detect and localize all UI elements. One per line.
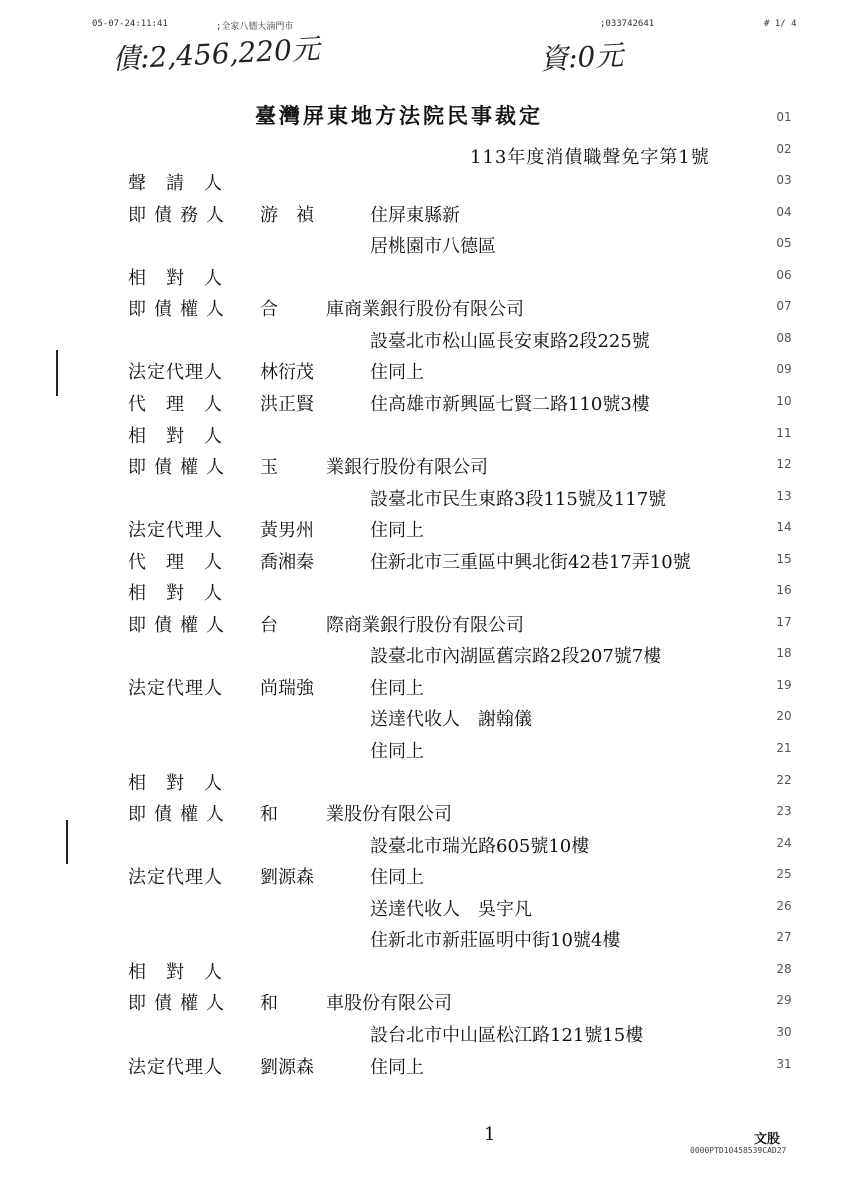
party-role: 即債權人: [128, 457, 232, 478]
party-name: 黃男州: [260, 520, 314, 541]
party-detail: 送達代收人 謝翰儀: [370, 709, 532, 730]
line-number: 16: [776, 583, 792, 597]
document-line: [0, 516, 848, 546]
handwritten-assets-note: 資:0元: [539, 38, 625, 76]
party-detail: 住新北市新莊區明中街10號4樓: [370, 930, 621, 951]
document-line: [0, 548, 848, 578]
document-line: [0, 611, 848, 641]
line-number: 29: [776, 993, 792, 1007]
line-number: 09: [776, 362, 792, 376]
document-line: [0, 295, 848, 325]
line-number: 15: [776, 552, 792, 566]
party-detail: 住同上: [370, 741, 424, 762]
party-detail: 設臺北市瑞光路605號10樓: [370, 836, 590, 857]
party-detail: 業銀行股份有限公司: [326, 457, 488, 478]
document-line: [0, 106, 848, 136]
document-line: [0, 169, 848, 199]
document-line: [0, 769, 848, 799]
party-detail: 住同上: [370, 520, 424, 541]
line-number: 22: [776, 773, 792, 787]
line-number: 23: [776, 804, 792, 818]
margin-mark: [56, 350, 58, 396]
party-name: 尚瑞強: [260, 678, 314, 699]
line-number: 12: [776, 457, 792, 471]
party-detail: 住同上: [370, 678, 424, 699]
document-line: [0, 264, 848, 294]
line-number: 28: [776, 962, 792, 976]
line-number: 26: [776, 899, 792, 913]
line-number: 10: [776, 394, 792, 408]
party-role: 法定代理人: [128, 867, 223, 888]
party-name: 洪正賢: [260, 394, 314, 415]
party-detail: 住高雄市新興區七賢二路110號3樓: [370, 394, 650, 415]
party-name: 台: [260, 615, 278, 636]
line-number: 05: [776, 236, 792, 250]
document-line: [0, 832, 848, 862]
case-number: 113年度消債職聲免字第1號: [470, 147, 710, 168]
document-line: [0, 358, 848, 388]
fax-sender: ;全家八德大湳門市: [216, 22, 294, 32]
party-role: 法定代理人: [128, 520, 223, 541]
party-detail: 庫商業銀行股份有限公司: [326, 299, 524, 320]
party-detail: 設臺北市松山區長安東路2段225號: [370, 331, 650, 352]
line-number: 30: [776, 1025, 792, 1039]
document-line: [0, 926, 848, 956]
document-line: [0, 327, 848, 357]
document-line: [0, 579, 848, 609]
page-number: 1: [484, 1124, 496, 1145]
party-role: 即債權人: [128, 804, 232, 825]
document-line: [0, 989, 848, 1019]
document-line: [0, 863, 848, 893]
line-number: 07: [776, 299, 792, 313]
document-line: [0, 422, 848, 452]
document-line: [0, 138, 848, 168]
party-role: 即債權人: [128, 615, 232, 636]
line-number: 17: [776, 615, 792, 629]
party-detail: 業股份有限公司: [326, 804, 452, 825]
line-number: 13: [776, 489, 792, 503]
margin-mark: [66, 820, 68, 864]
party-role: 相 對 人: [128, 268, 223, 289]
line-number: 27: [776, 930, 792, 944]
party-name: 和: [260, 804, 278, 825]
party-role: 法定代理人: [128, 678, 223, 699]
party-detail: 住同上: [370, 867, 424, 888]
document-line: [0, 737, 848, 767]
party-name: 劉源森: [260, 867, 314, 888]
line-number: 18: [776, 646, 792, 660]
party-detail: 設台北市中山區松江路121號15樓: [370, 1025, 644, 1046]
line-number: 01: [776, 110, 792, 124]
party-detail: 住同上: [370, 1057, 424, 1078]
document-line: [0, 453, 848, 483]
line-number: 24: [776, 836, 792, 850]
document-line: [0, 232, 848, 262]
party-detail: 住同上: [370, 362, 424, 383]
handwritten-debt-note: 債:2,456,220元: [111, 32, 321, 76]
line-number: 02: [776, 142, 792, 156]
line-number: 19: [776, 678, 792, 692]
party-role: 相 對 人: [128, 962, 223, 983]
document-line: [0, 201, 848, 231]
document-title: 臺灣屏東地方法院民事裁定: [255, 103, 543, 128]
document-line: [0, 1021, 848, 1051]
fax-number: ;033742641: [600, 19, 655, 29]
line-number: 21: [776, 741, 792, 755]
party-role: 法定代理人: [128, 362, 223, 383]
party-role: 即債務人: [128, 205, 232, 226]
party-role: 聲 請 人: [128, 173, 223, 194]
party-name: 喬湘秦: [260, 552, 314, 573]
document-line: [0, 895, 848, 925]
party-detail: 際商業銀行股份有限公司: [326, 615, 524, 636]
party-role: 相 對 人: [128, 583, 223, 604]
party-name: 游 禎: [260, 205, 314, 226]
party-role: 即債權人: [128, 299, 232, 320]
document-line: [0, 485, 848, 515]
party-detail: 設臺北市民生東路3段115號及117號: [370, 489, 667, 510]
party-role: 相 對 人: [128, 426, 223, 447]
document-line: [0, 1053, 848, 1083]
party-role: 相 對 人: [128, 773, 223, 794]
division-stamp: 文股: [754, 1132, 781, 1147]
line-number: 20: [776, 709, 792, 723]
party-detail: 車股份有限公司: [326, 993, 452, 1014]
document-line: [0, 390, 848, 420]
line-number: 14: [776, 520, 792, 534]
party-name: 玉: [260, 457, 278, 478]
line-number: 06: [776, 268, 792, 282]
document-line: [0, 705, 848, 735]
document-line: [0, 958, 848, 988]
line-number: 08: [776, 331, 792, 345]
line-number: 31: [776, 1057, 792, 1071]
party-name: 林衍茂: [260, 362, 314, 383]
party-detail: 居桃園市八德區: [370, 236, 496, 257]
party-role: 法定代理人: [128, 1057, 223, 1078]
party-role: 即債權人: [128, 993, 232, 1014]
document-line: [0, 800, 848, 830]
document-line: [0, 674, 848, 704]
party-role: 代 理 人: [128, 394, 223, 415]
party-detail: 送達代收人 吳宇凡: [370, 899, 532, 920]
stamp-code: 0000PTD10458539CAD27: [690, 1146, 787, 1155]
document-line: [0, 642, 848, 672]
party-detail: 住屏東縣新: [370, 205, 460, 226]
line-number: 04: [776, 205, 792, 219]
party-detail: 住新北市三重區中興北街42巷17弄10號: [370, 552, 691, 573]
party-name: 合: [260, 299, 278, 320]
line-number: 11: [776, 426, 792, 440]
line-number: 25: [776, 867, 792, 881]
line-number: 03: [776, 173, 792, 187]
fax-page: # 1/ 4: [764, 19, 797, 29]
party-name: 和: [260, 993, 278, 1014]
party-detail: 設臺北市內湖區舊宗路2段207號7樓: [370, 646, 662, 667]
party-role: 代 理 人: [128, 552, 223, 573]
party-name: 劉源森: [260, 1057, 314, 1078]
fax-datetime: 05-07-24:11:41: [92, 19, 168, 29]
